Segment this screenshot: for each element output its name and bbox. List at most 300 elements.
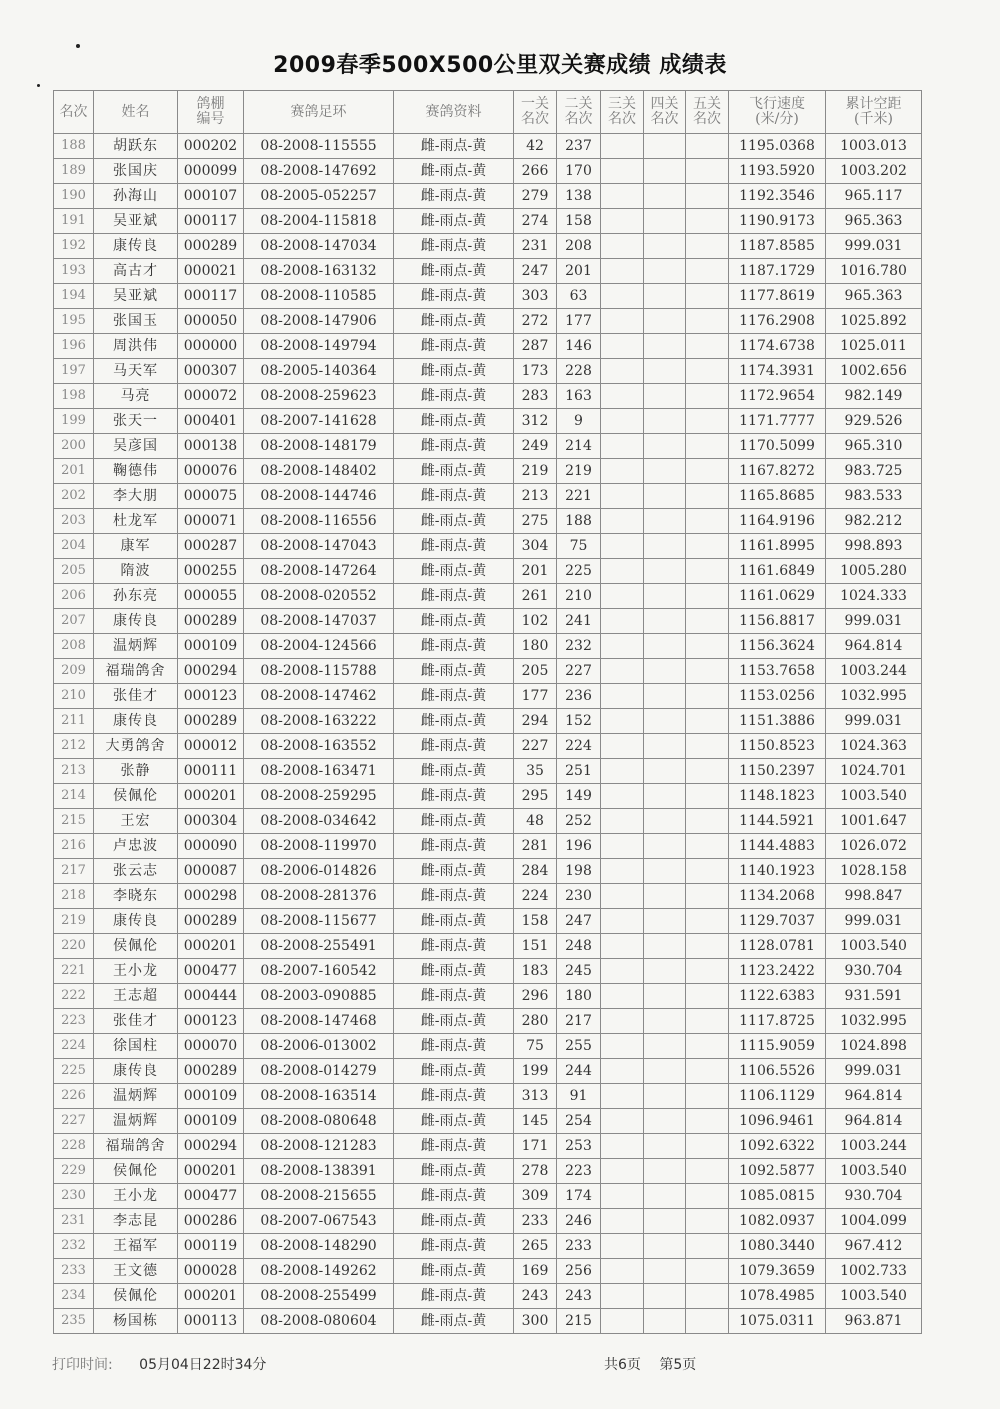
- leg5-rank-cell: [686, 634, 729, 659]
- pigeon-info-cell: 雌-雨点-黄: [394, 634, 514, 659]
- loft-id-cell: 000111: [178, 759, 244, 784]
- distance-cell: 1032.995: [826, 1009, 922, 1034]
- ring-cell: 08-2008-259295: [244, 784, 394, 809]
- speed-cell: 1106.5526: [729, 1059, 826, 1084]
- leg1-rank-cell: 233: [514, 1209, 557, 1234]
- leg5-rank-cell: [686, 959, 729, 984]
- leg3-rank-cell: [601, 459, 644, 484]
- leg1-rank-cell: 48: [514, 809, 557, 834]
- loft-id-cell: 000000: [178, 334, 244, 359]
- pigeon-info-cell: 雌-雨点-黄: [394, 1209, 514, 1234]
- speed-cell: 1153.0256: [729, 684, 826, 709]
- leg3-rank-cell: [601, 584, 644, 609]
- leg5-rank-cell: [686, 784, 729, 809]
- distance-cell: 931.591: [826, 984, 922, 1009]
- leg4-rank-cell: [644, 409, 686, 434]
- loft-id-cell: 000099: [178, 159, 244, 184]
- speed-cell: 1092.6322: [729, 1134, 826, 1159]
- leg1-rank-cell: 199: [514, 1059, 557, 1084]
- distance-cell: 982.212: [826, 509, 922, 534]
- ring-cell: 08-2008-116556: [244, 509, 394, 534]
- leg3-rank-cell: [601, 859, 644, 884]
- rank-cell: 194: [54, 284, 94, 309]
- loft-id-cell: 000202: [178, 134, 244, 159]
- pigeon-info-cell: 雌-雨点-黄: [394, 1009, 514, 1034]
- loft-id-cell: 000201: [178, 1159, 244, 1184]
- leg4-rank-cell: [644, 1259, 686, 1284]
- distance-cell: 1025.011: [826, 334, 922, 359]
- loft-id-cell: 000076: [178, 459, 244, 484]
- loft-id-cell: 000298: [178, 884, 244, 909]
- leg2-rank-cell: 201: [557, 259, 601, 284]
- leg4-rank-cell: [644, 734, 686, 759]
- pigeon-info-cell: 雌-雨点-黄: [394, 834, 514, 859]
- leg4-rank-cell: [644, 984, 686, 1009]
- leg2-rank-cell: 208: [557, 234, 601, 259]
- leg2-rank-cell: 9: [557, 409, 601, 434]
- distance-cell: 1024.333: [826, 584, 922, 609]
- speed-cell: 1170.5099: [729, 434, 826, 459]
- leg5-rank-cell: [686, 759, 729, 784]
- table-row: [54, 1109, 922, 1134]
- leg2-rank-cell: 177: [557, 309, 601, 334]
- leg1-rank-cell: 42: [514, 134, 557, 159]
- leg3-rank-cell: [601, 1234, 644, 1259]
- rank-cell: 198: [54, 384, 94, 409]
- distance-cell: 1024.701: [826, 759, 922, 784]
- table-row: [54, 759, 922, 784]
- leg2-rank-cell: 149: [557, 784, 601, 809]
- ring-cell: 08-2008-147034: [244, 234, 394, 259]
- table-row: [54, 134, 922, 159]
- distance-cell: 964.814: [826, 1084, 922, 1109]
- speed-cell: 1144.5921: [729, 809, 826, 834]
- leg4-rank-cell: [644, 659, 686, 684]
- leg1-rank-cell: 201: [514, 559, 557, 584]
- rank-cell: 188: [54, 134, 94, 159]
- header-speed: 飞行速度 (米/分): [729, 91, 826, 134]
- name-cell: 吴亚斌: [94, 209, 178, 234]
- ring-cell: 08-2007-160542: [244, 959, 394, 984]
- pigeon-info-cell: 雌-雨点-黄: [394, 509, 514, 534]
- ring-cell: 08-2008-255491: [244, 934, 394, 959]
- name-cell: 王小龙: [94, 959, 178, 984]
- leg5-rank-cell: [686, 234, 729, 259]
- leg3-rank-cell: [601, 734, 644, 759]
- ring-cell: 08-2007-067543: [244, 1209, 394, 1234]
- ring-cell: 08-2008-119970: [244, 834, 394, 859]
- leg2-rank-cell: 215: [557, 1309, 601, 1334]
- distance-cell: 930.704: [826, 959, 922, 984]
- name-cell: 李晓东: [94, 884, 178, 909]
- distance-cell: 964.814: [826, 634, 922, 659]
- leg4-rank-cell: [644, 1134, 686, 1159]
- leg3-rank-cell: [601, 209, 644, 234]
- pigeon-info-cell: 雌-雨点-黄: [394, 659, 514, 684]
- leg5-rank-cell: [686, 259, 729, 284]
- leg2-rank-cell: 228: [557, 359, 601, 384]
- pigeon-info-cell: 雌-雨点-黄: [394, 1059, 514, 1084]
- ring-cell: 08-2008-020552: [244, 584, 394, 609]
- loft-id-cell: 000289: [178, 234, 244, 259]
- ring-cell: 08-2008-121283: [244, 1134, 394, 1159]
- ring-cell: 08-2008-138391: [244, 1159, 394, 1184]
- leg1-rank-cell: 169: [514, 1259, 557, 1284]
- speed-cell: 1171.7777: [729, 409, 826, 434]
- leg5-rank-cell: [686, 1309, 729, 1334]
- rank-cell: 232: [54, 1234, 94, 1259]
- leg1-rank-cell: 173: [514, 359, 557, 384]
- leg5-rank-cell: [686, 1209, 729, 1234]
- leg2-rank-cell: 247: [557, 909, 601, 934]
- speed-cell: 1153.7658: [729, 659, 826, 684]
- leg3-rank-cell: [601, 959, 644, 984]
- ring-cell: 08-2003-090885: [244, 984, 394, 1009]
- speed-cell: 1151.3886: [729, 709, 826, 734]
- leg1-rank-cell: 231: [514, 234, 557, 259]
- table-row: [54, 159, 922, 184]
- ring-cell: 08-2008-147468: [244, 1009, 394, 1034]
- pigeon-info-cell: 雌-雨点-黄: [394, 1159, 514, 1184]
- leg1-rank-cell: 275: [514, 509, 557, 534]
- name-cell: 杜龙军: [94, 509, 178, 534]
- pigeon-info-cell: 雌-雨点-黄: [394, 334, 514, 359]
- leg5-rank-cell: [686, 884, 729, 909]
- distance-cell: 1024.898: [826, 1034, 922, 1059]
- header-leg5-rank: 五关 名次: [686, 91, 729, 134]
- name-cell: 高古才: [94, 259, 178, 284]
- table-row: [54, 1159, 922, 1184]
- leg3-rank-cell: [601, 409, 644, 434]
- leg4-rank-cell: [644, 1209, 686, 1234]
- speed-cell: 1079.3659: [729, 1259, 826, 1284]
- table-body: [54, 134, 922, 1334]
- distance-cell: 930.704: [826, 1184, 922, 1209]
- leg1-rank-cell: 283: [514, 384, 557, 409]
- leg2-rank-cell: 198: [557, 859, 601, 884]
- rank-cell: 213: [54, 759, 94, 784]
- rank-cell: 233: [54, 1259, 94, 1284]
- rank-cell: 205: [54, 559, 94, 584]
- speed-cell: 1161.6849: [729, 559, 826, 584]
- speed-cell: 1177.8619: [729, 284, 826, 309]
- distance-cell: 967.412: [826, 1234, 922, 1259]
- leg2-rank-cell: 223: [557, 1159, 601, 1184]
- ring-cell: 08-2004-115818: [244, 209, 394, 234]
- distance-cell: 1002.656: [826, 359, 922, 384]
- name-cell: 康传良: [94, 609, 178, 634]
- loft-id-cell: 000477: [178, 1184, 244, 1209]
- distance-cell: 1003.540: [826, 1284, 922, 1309]
- table-row: [54, 484, 922, 509]
- speed-cell: 1187.1729: [729, 259, 826, 284]
- leg2-rank-cell: 256: [557, 1259, 601, 1284]
- leg2-rank-cell: 245: [557, 959, 601, 984]
- distance-cell: 964.814: [826, 1109, 922, 1134]
- ring-cell: 08-2008-034642: [244, 809, 394, 834]
- table-row: [54, 334, 922, 359]
- leg2-rank-cell: 252: [557, 809, 601, 834]
- loft-id-cell: 000055: [178, 584, 244, 609]
- rank-cell: 212: [54, 734, 94, 759]
- leg5-rank-cell: [686, 209, 729, 234]
- ring-cell: 08-2008-115788: [244, 659, 394, 684]
- leg4-rank-cell: [644, 609, 686, 634]
- leg5-rank-cell: [686, 1009, 729, 1034]
- distance-cell: 965.363: [826, 284, 922, 309]
- leg2-rank-cell: 221: [557, 484, 601, 509]
- rank-cell: 224: [54, 1034, 94, 1059]
- ring-cell: 08-2005-140364: [244, 359, 394, 384]
- header-leg4-rank: 四关 名次: [644, 91, 686, 134]
- leg3-rank-cell: [601, 484, 644, 509]
- leg3-rank-cell: [601, 1159, 644, 1184]
- leg2-rank-cell: 227: [557, 659, 601, 684]
- leg5-rank-cell: [686, 134, 729, 159]
- speed-cell: 1129.7037: [729, 909, 826, 934]
- loft-id-cell: 000289: [178, 1059, 244, 1084]
- leg4-rank-cell: [644, 634, 686, 659]
- leg5-rank-cell: [686, 334, 729, 359]
- speed-cell: 1167.8272: [729, 459, 826, 484]
- loft-id-cell: 000201: [178, 1284, 244, 1309]
- leg3-rank-cell: [601, 934, 644, 959]
- leg2-rank-cell: 241: [557, 609, 601, 634]
- leg4-rank-cell: [644, 284, 686, 309]
- speed-cell: 1172.9654: [729, 384, 826, 409]
- name-cell: 侯佩伦: [94, 1284, 178, 1309]
- distance-cell: 1002.733: [826, 1259, 922, 1284]
- rank-cell: 204: [54, 534, 94, 559]
- pigeon-info-cell: 雌-雨点-黄: [394, 934, 514, 959]
- speed-cell: 1096.9461: [729, 1109, 826, 1134]
- table-row: [54, 684, 922, 709]
- speed-cell: 1156.3624: [729, 634, 826, 659]
- pigeon-info-cell: 雌-雨点-黄: [394, 309, 514, 334]
- leg1-rank-cell: 145: [514, 1109, 557, 1134]
- rank-cell: 231: [54, 1209, 94, 1234]
- speed-cell: 1122.6383: [729, 984, 826, 1009]
- pigeon-info-cell: 雌-雨点-黄: [394, 184, 514, 209]
- ring-cell: 08-2008-110585: [244, 284, 394, 309]
- table-row: [54, 809, 922, 834]
- name-cell: 张国庆: [94, 159, 178, 184]
- loft-id-cell: 000201: [178, 784, 244, 809]
- table-row: [54, 509, 922, 534]
- ring-cell: 08-2008-147037: [244, 609, 394, 634]
- table-row: [54, 459, 922, 484]
- pigeon-info-cell: 雌-雨点-黄: [394, 134, 514, 159]
- pigeon-info-cell: 雌-雨点-黄: [394, 909, 514, 934]
- speed-cell: 1148.1823: [729, 784, 826, 809]
- leg5-rank-cell: [686, 1184, 729, 1209]
- leg5-rank-cell: [686, 459, 729, 484]
- leg3-rank-cell: [601, 1059, 644, 1084]
- table-row: [54, 709, 922, 734]
- loft-id-cell: 000107: [178, 184, 244, 209]
- table-row: [54, 309, 922, 334]
- distance-cell: 999.031: [826, 909, 922, 934]
- ring-cell: 08-2008-259623: [244, 384, 394, 409]
- pigeon-info-cell: 雌-雨点-黄: [394, 684, 514, 709]
- distance-cell: 929.526: [826, 409, 922, 434]
- speed-cell: 1156.8817: [729, 609, 826, 634]
- loft-id-cell: 000075: [178, 484, 244, 509]
- table-row: [54, 784, 922, 809]
- name-cell: 大勇鸽舍: [94, 734, 178, 759]
- leg4-rank-cell: [644, 1009, 686, 1034]
- table-row: [54, 1034, 922, 1059]
- leg4-rank-cell: [644, 184, 686, 209]
- table-row: [54, 384, 922, 409]
- leg4-rank-cell: [644, 584, 686, 609]
- distance-cell: 1003.013: [826, 134, 922, 159]
- header-ring: 赛鸽足环: [244, 91, 394, 134]
- leg1-rank-cell: 205: [514, 659, 557, 684]
- header-pigeon-info: 赛鸽资料: [394, 91, 514, 134]
- leg5-rank-cell: [686, 684, 729, 709]
- leg4-rank-cell: [644, 1184, 686, 1209]
- speed-cell: 1134.2068: [729, 884, 826, 909]
- print-time: [52, 1354, 266, 1374]
- rank-cell: 189: [54, 159, 94, 184]
- rank-cell: 196: [54, 334, 94, 359]
- ring-cell: 08-2008-163132: [244, 259, 394, 284]
- table-row: [54, 559, 922, 584]
- leg5-rank-cell: [686, 809, 729, 834]
- distance-cell: 965.310: [826, 434, 922, 459]
- leg5-rank-cell: [686, 734, 729, 759]
- leg1-rank-cell: 183: [514, 959, 557, 984]
- leg1-rank-cell: 219: [514, 459, 557, 484]
- distance-cell: 1025.892: [826, 309, 922, 334]
- pigeon-info-cell: 雌-雨点-黄: [394, 734, 514, 759]
- leg1-rank-cell: 249: [514, 434, 557, 459]
- name-cell: 康军: [94, 534, 178, 559]
- table-row: [54, 209, 922, 234]
- distance-cell: 1016.780: [826, 259, 922, 284]
- leg5-rank-cell: [686, 934, 729, 959]
- rank-cell: 217: [54, 859, 94, 884]
- leg5-rank-cell: [686, 834, 729, 859]
- leg1-rank-cell: 171: [514, 1134, 557, 1159]
- leg5-rank-cell: [686, 1259, 729, 1284]
- table-row: [54, 284, 922, 309]
- leg1-rank-cell: 295: [514, 784, 557, 809]
- leg4-rank-cell: [644, 809, 686, 834]
- leg1-rank-cell: 296: [514, 984, 557, 1009]
- leg3-rank-cell: [601, 909, 644, 934]
- leg2-rank-cell: 233: [557, 1234, 601, 1259]
- loft-id-cell: 000109: [178, 634, 244, 659]
- speed-cell: 1150.2397: [729, 759, 826, 784]
- leg4-rank-cell: [644, 359, 686, 384]
- distance-cell: 999.031: [826, 1059, 922, 1084]
- table-row: [54, 959, 922, 984]
- leg5-rank-cell: [686, 1134, 729, 1159]
- pigeon-info-cell: 雌-雨点-黄: [394, 609, 514, 634]
- loft-id-cell: 000071: [178, 509, 244, 534]
- loft-id-cell: 000294: [178, 659, 244, 684]
- distance-cell: 999.031: [826, 709, 922, 734]
- leg5-rank-cell: [686, 159, 729, 184]
- name-cell: 鞠德伟: [94, 459, 178, 484]
- leg3-rank-cell: [601, 684, 644, 709]
- leg3-rank-cell: [601, 709, 644, 734]
- ring-cell: 08-2008-080648: [244, 1109, 394, 1134]
- leg5-rank-cell: [686, 534, 729, 559]
- name-cell: 康传良: [94, 909, 178, 934]
- name-cell: 张国玉: [94, 309, 178, 334]
- loft-id-cell: 000109: [178, 1084, 244, 1109]
- leg3-rank-cell: [601, 184, 644, 209]
- name-cell: 康传良: [94, 1059, 178, 1084]
- rank-cell: 225: [54, 1059, 94, 1084]
- leg1-rank-cell: 304: [514, 534, 557, 559]
- leg4-rank-cell: [644, 1159, 686, 1184]
- name-cell: 福瑞鸽舍: [94, 1134, 178, 1159]
- leg4-rank-cell: [644, 159, 686, 184]
- header-name: 姓名: [94, 91, 178, 134]
- leg3-rank-cell: [601, 1209, 644, 1234]
- distance-cell: 983.533: [826, 484, 922, 509]
- leg5-rank-cell: [686, 1284, 729, 1309]
- name-cell: 马天军: [94, 359, 178, 384]
- loft-id-cell: 000201: [178, 934, 244, 959]
- leg5-rank-cell: [686, 359, 729, 384]
- leg2-rank-cell: 253: [557, 1134, 601, 1159]
- loft-id-cell: 000477: [178, 959, 244, 984]
- leg4-rank-cell: [644, 259, 686, 284]
- leg5-rank-cell: [686, 384, 729, 409]
- pigeon-info-cell: 雌-雨点-黄: [394, 1284, 514, 1309]
- leg4-rank-cell: [644, 1309, 686, 1334]
- leg5-rank-cell: [686, 609, 729, 634]
- name-cell: 张天一: [94, 409, 178, 434]
- leg2-rank-cell: 158: [557, 209, 601, 234]
- pigeon-info-cell: 雌-雨点-黄: [394, 409, 514, 434]
- margin-dot: [37, 84, 40, 87]
- speed-cell: 1193.5920: [729, 159, 826, 184]
- leg3-rank-cell: [601, 334, 644, 359]
- name-cell: 张佳才: [94, 1009, 178, 1034]
- leg2-rank-cell: 225: [557, 559, 601, 584]
- loft-id-cell: 000401: [178, 409, 244, 434]
- rank-cell: 203: [54, 509, 94, 534]
- table-row: [54, 1309, 922, 1334]
- leg3-rank-cell: [601, 134, 644, 159]
- leg1-rank-cell: 272: [514, 309, 557, 334]
- leg1-rank-cell: 35: [514, 759, 557, 784]
- rank-cell: 218: [54, 884, 94, 909]
- loft-id-cell: 000021: [178, 259, 244, 284]
- rank-cell: 234: [54, 1284, 94, 1309]
- leg3-rank-cell: [601, 1134, 644, 1159]
- leg2-rank-cell: 152: [557, 709, 601, 734]
- leg2-rank-cell: 163: [557, 384, 601, 409]
- leg1-rank-cell: 274: [514, 209, 557, 234]
- speed-cell: 1075.0311: [729, 1309, 826, 1334]
- rank-cell: 223: [54, 1009, 94, 1034]
- loft-id-cell: 000070: [178, 1034, 244, 1059]
- leg1-rank-cell: 284: [514, 859, 557, 884]
- pigeon-info-cell: 雌-雨点-黄: [394, 384, 514, 409]
- leg3-rank-cell: [601, 784, 644, 809]
- leg3-rank-cell: [601, 384, 644, 409]
- pigeon-info-cell: 雌-雨点-黄: [394, 459, 514, 484]
- leg5-rank-cell: [686, 584, 729, 609]
- leg5-rank-cell: [686, 709, 729, 734]
